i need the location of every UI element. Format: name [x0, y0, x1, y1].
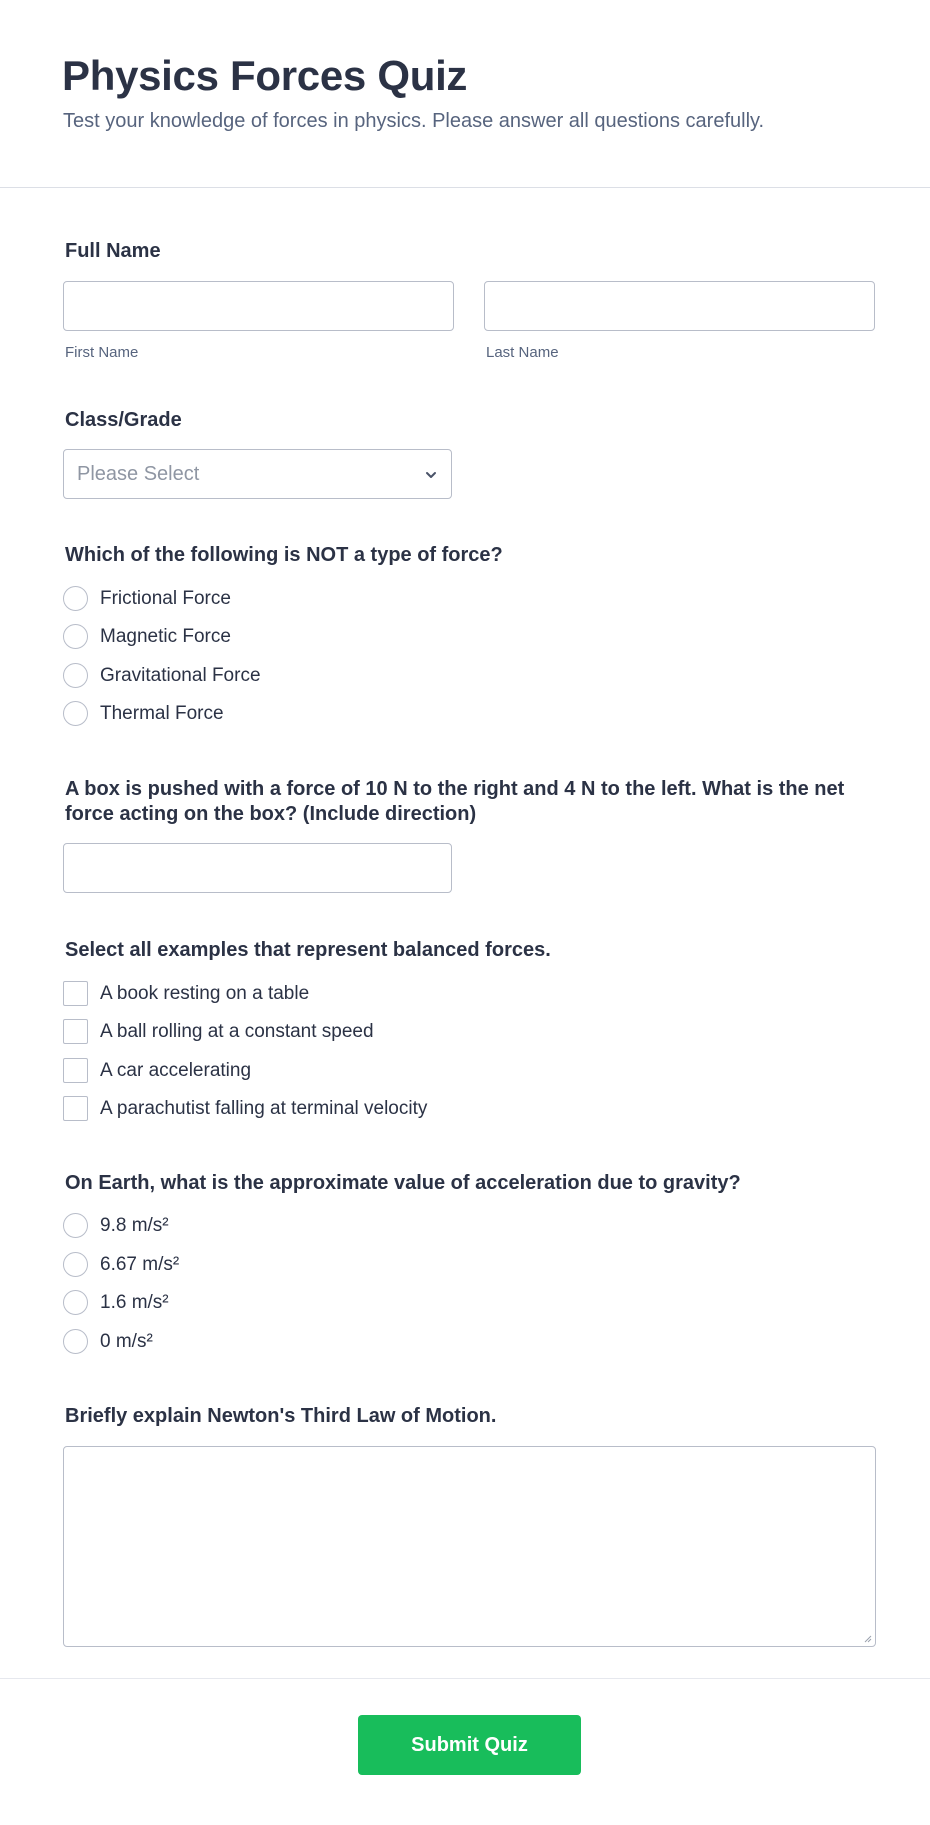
q3-option-ball[interactable]: [63, 1019, 763, 1045]
option-label: 0 m/s²: [100, 1331, 153, 1352]
option-label: A car accelerating: [100, 1060, 252, 1081]
last-name-sublabel: Last Name: [486, 344, 559, 361]
checkbox[interactable]: [63, 1019, 88, 1044]
checkbox[interactable]: [63, 981, 88, 1006]
checkbox[interactable]: [63, 1096, 88, 1121]
first-name-input[interactable]: [63, 281, 454, 331]
radio-button[interactable]: [63, 1290, 88, 1315]
last-name-input[interactable]: [484, 281, 875, 331]
net-force-input[interactable]: [63, 843, 452, 893]
option-label: 6.67 m/s²: [100, 1254, 180, 1275]
q4-option-6-67[interactable]: [63, 1252, 763, 1278]
question-4-label: On Earth, what is the approximate value of acceleration due to gravity?: [65, 1172, 741, 1194]
radio-button[interactable]: [63, 1213, 88, 1238]
option-label: A book resting on a table: [100, 983, 310, 1004]
first-name-sublabel: First Name: [65, 344, 139, 361]
radio-button[interactable]: [63, 1329, 88, 1354]
page-title: Physics Forces Quiz: [62, 52, 468, 99]
checkbox[interactable]: [63, 1058, 88, 1083]
page-subtitle: Test your knowledge of forces in physics. Please answer all questions carefully.: [63, 110, 765, 132]
option-label: A parachutist falling at terminal velocity: [100, 1098, 428, 1119]
submit-quiz-button[interactable]: Submit Quiz: [358, 1715, 581, 1775]
q1-option-thermal[interactable]: [63, 701, 763, 727]
q1-option-frictional[interactable]: [63, 586, 763, 612]
class-grade-label: Class/Grade: [65, 409, 182, 431]
chevron-down-icon: [423, 467, 439, 483]
question-1-label: Which of the following is NOT a type of force?: [65, 544, 503, 566]
radio-button[interactable]: [63, 1252, 88, 1277]
question-5-label: Briefly explain Newton's Third Law of Motion.: [65, 1405, 497, 1427]
question-2-label: A box is pushed with a force of 10 N to the right and 4 N to the left. What is the net force acting on the box? (Include direction): [65, 778, 845, 825]
q4-option-1-6[interactable]: [63, 1290, 763, 1316]
radio-button[interactable]: [63, 663, 88, 688]
full-name-label: Full Name: [65, 240, 161, 262]
q3-option-car[interactable]: [63, 1058, 763, 1084]
class-grade-select[interactable]: [63, 449, 452, 499]
q3-option-parachutist[interactable]: [63, 1096, 763, 1122]
option-label: Thermal Force: [100, 703, 224, 724]
radio-button[interactable]: [63, 586, 88, 611]
radio-button[interactable]: [63, 701, 88, 726]
form-header: [0, 0, 930, 188]
q1-option-gravitational[interactable]: [63, 663, 763, 689]
question-3-label: Select all examples that represent balanced forces.: [65, 939, 551, 961]
footer-divider: [0, 1678, 930, 1679]
q4-option-0[interactable]: [63, 1329, 763, 1355]
q3-option-book[interactable]: [63, 981, 763, 1007]
option-label: Gravitational Force: [100, 665, 261, 686]
q1-option-magnetic[interactable]: [63, 624, 763, 650]
option-label: Frictional Force: [100, 588, 231, 609]
option-label: Magnetic Force: [100, 626, 231, 647]
option-label: 9.8 m/s²: [100, 1215, 169, 1236]
option-label: 1.6 m/s²: [100, 1292, 169, 1313]
q4-option-9-8[interactable]: [63, 1213, 763, 1239]
radio-button[interactable]: [63, 624, 88, 649]
class-grade-selected-value: Please Select: [77, 463, 200, 485]
newton-third-law-textarea[interactable]: [63, 1446, 876, 1647]
option-label: A ball rolling at a constant speed: [100, 1021, 374, 1042]
resize-handle-icon[interactable]: [862, 1633, 872, 1643]
